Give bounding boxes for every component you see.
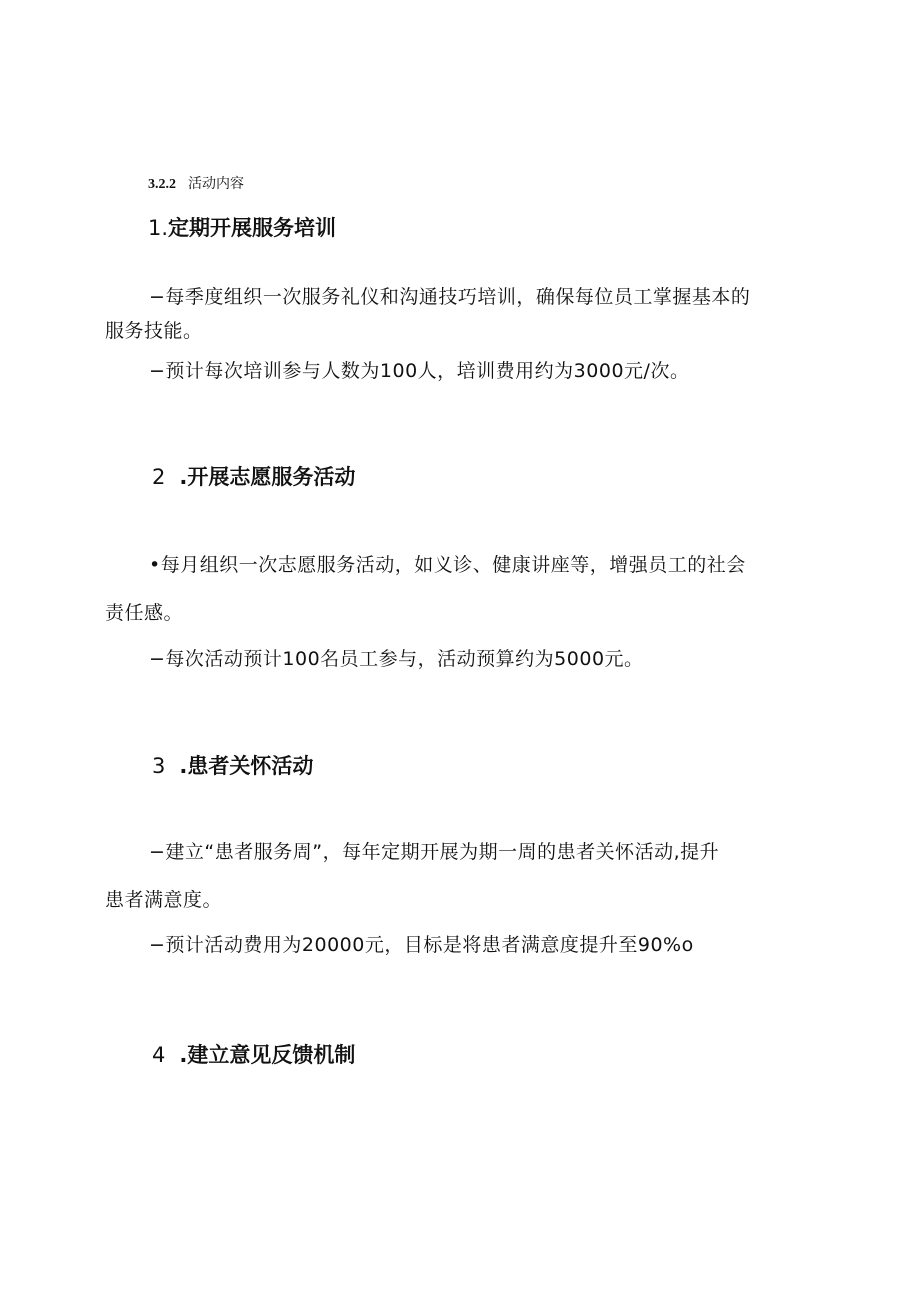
paragraph-line: −每次活动预计100名员工参与，活动预算约为5000元。 — [149, 648, 644, 670]
subsection-heading — [148, 174, 244, 195]
item-3-title: .患者关怀活动 — [179, 754, 314, 778]
item-1-paragraph-1 — [105, 280, 815, 348]
paragraph-line: 责任感。 — [105, 602, 184, 624]
item-1-paragraph-2 — [105, 354, 815, 388]
paragraph-line: −建立“患者服务周”，每年定期开展为期一周的患者关怀活动,提升 — [149, 841, 720, 863]
item-1-heading — [148, 213, 336, 243]
item-2-paragraph-1 — [105, 541, 815, 637]
item-3-heading — [152, 751, 313, 781]
paragraph-line: −预计活动费用为20000元，目标是将患者满意度提升至90%o — [149, 934, 694, 956]
paragraph-line: 患者满意度。 — [105, 889, 223, 911]
paragraph-line: •每月组织一次志愿服务活动，如义诊、健康讲座等，增强员工的社会 — [149, 554, 746, 576]
item-1-title: 定期开展服务培训 — [168, 216, 337, 240]
paragraph-line: −预计每次培训参与人数为100人，培训费用约为3000元/次。 — [149, 360, 690, 382]
item-2-number: 2 — [152, 465, 166, 489]
item-4-number: 4 — [152, 1043, 166, 1067]
item-1-number: 1. — [148, 216, 169, 240]
item-3-number: 3 — [152, 754, 166, 778]
item-2-heading — [152, 462, 355, 492]
item-2-paragraph-2 — [105, 642, 815, 676]
item-4-heading — [152, 1040, 355, 1070]
subsection-title: 活动内容 — [188, 176, 244, 192]
item-3-paragraph-1 — [105, 828, 815, 924]
subsection-number: 3.2.2 — [148, 177, 176, 192]
paragraph-line: −每季度组织一次服务礼仪和沟通技巧培训，确保每位员工掌握基本的 — [149, 286, 751, 308]
item-3-paragraph-2 — [105, 928, 815, 962]
item-2-title: .开展志愿服务活动 — [179, 465, 356, 489]
paragraph-line: 服务技能。 — [105, 320, 203, 342]
item-4-title: .建立意见反馈机制 — [179, 1043, 356, 1067]
